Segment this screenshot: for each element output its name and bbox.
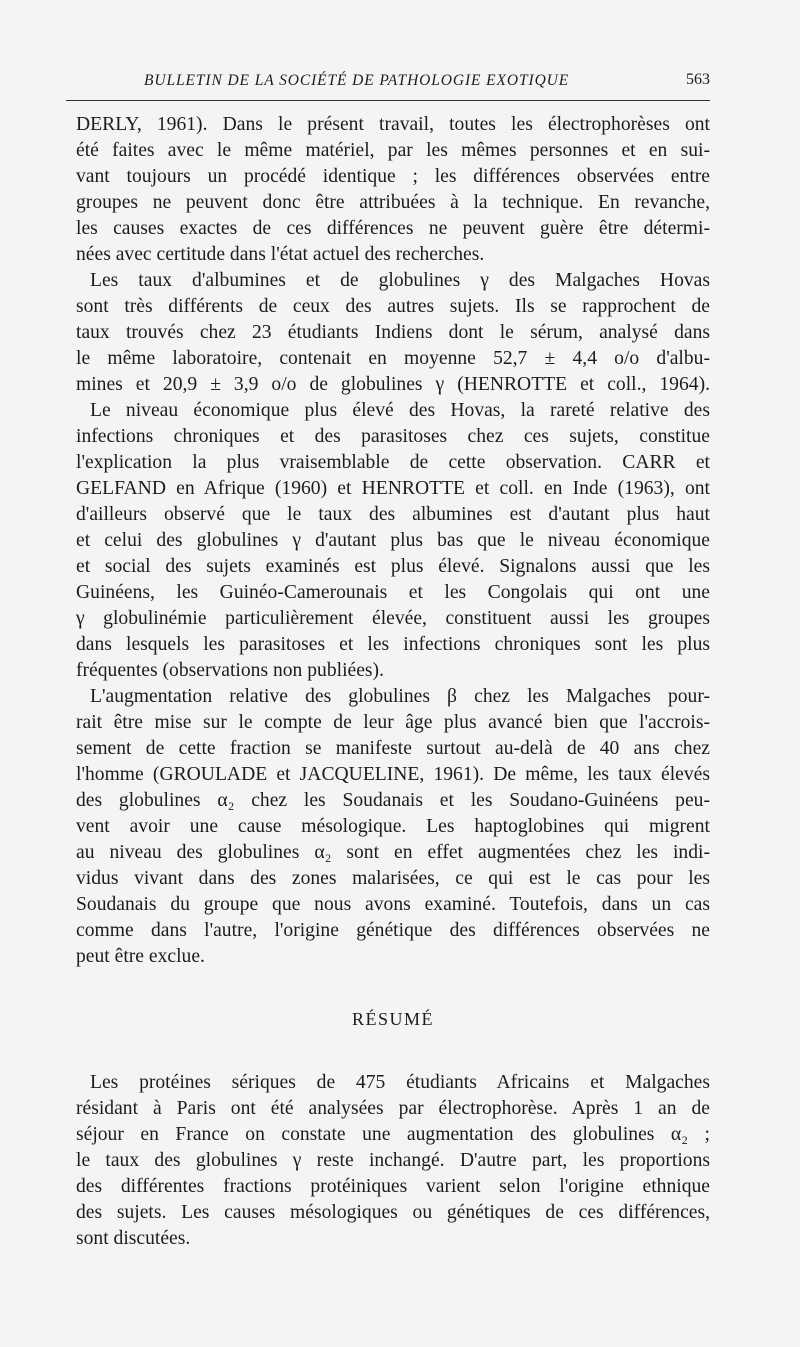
text-line: Le niveau économique plus élevé des Hovas, la rareté relative des: [90, 400, 710, 421]
text-line: des globulines α₂ chez les Soudanais et les Soudano-Guinéens peu-: [76, 790, 710, 811]
text-line: infections chroniques et des parasitoses chez ces sujets, constitue: [76, 426, 710, 447]
text-line: d'ailleurs observé que le taux des albumines est d'autant plus haut: [76, 504, 710, 525]
text-line: résidant à Paris ont été analysées par électrophorèse. Après 1 an de: [76, 1098, 710, 1119]
text-line: peut être exclue.: [76, 946, 205, 967]
text-line: fréquentes (observations non publiées).: [76, 660, 384, 681]
text-line: l'explication la plus vraisemblable de cette observation. CARR et: [76, 452, 710, 473]
text-line: et celui des globulines γ d'autant plus bas que le niveau économique: [76, 530, 710, 551]
text-line: γ globulinémie particulièrement élevée, constituent aussi les groupes: [76, 608, 710, 629]
article-body: [76, 112, 710, 1252]
paragraph: [76, 268, 710, 398]
paragraph: [76, 398, 710, 684]
text-line: été faites avec le même matériel, par les mêmes personnes et en sui-: [76, 140, 710, 161]
text-line: dans lesquels les parasitoses et les infections chroniques sont les plus: [76, 634, 710, 655]
text-line: Soudanais du groupe que nous avons examiné. Toutefois, dans un cas: [76, 894, 710, 915]
paragraph: [76, 684, 710, 970]
text-line: rait être mise sur le compte de leur âge plus avancé bien que l'accrois-: [76, 712, 710, 733]
text-line: Guinéens, les Guinéo-Camerounais et les Congolais qui ont une: [76, 582, 710, 603]
page-number: 563: [686, 71, 710, 88]
resume-heading: RÉSUMÉ: [351, 1009, 434, 1029]
resume-paragraph: [76, 1070, 710, 1252]
text-line: et social des sujets examinés est plus élevé. Signalons aussi que les: [76, 556, 710, 577]
text-line: les causes exactes de ces différences ne peuvent guère être détermi-: [76, 218, 710, 239]
text-line: taux trouvés chez 23 étudiants Indiens dont le sérum, analysé dans: [76, 322, 710, 343]
text-line: Les taux d'albumines et de globulines γ des Malgaches Hovas: [90, 270, 710, 291]
header-rule: [66, 100, 710, 101]
text-line: sont très différents de ceux des autres sujets. Ils se rapprochent de: [76, 296, 710, 317]
running-title: BULLETIN DE LA SOCIÉTÉ DE PATHOLOGIE EXOTIQUE: [144, 72, 570, 89]
text-line: nées avec certitude dans l'état actuel des recherches.: [76, 244, 485, 265]
text-line: séjour en France on constate une augmentation des globulines α₂ ;: [76, 1124, 710, 1145]
text-line: l'homme (GROULADE et JACQUELINE, 1961). De même, les taux élevés: [76, 764, 710, 785]
text-line: Les protéines sériques de 475 étudiants Africains et Malgaches: [90, 1072, 710, 1093]
text-line: L'augmentation relative des globulines β chez les Malgaches pour-: [90, 686, 710, 707]
text-line: GELFAND en Afrique (1960) et HENROTTE et coll. en Inde (1963), ont: [76, 478, 710, 499]
text-line: comme dans l'autre, l'origine génétique des différences observées ne: [76, 920, 710, 941]
text-line: sement de cette fraction se manifeste surtout au-delà de 40 ans chez: [76, 738, 710, 759]
text-line: mines et 20,9 ± 3,9 o/o de globulines γ (HENROTTE et coll., 1964).: [76, 374, 710, 395]
text-line: des sujets. Les causes mésologiques ou génétiques de ces différences,: [76, 1202, 710, 1223]
page-header: [66, 70, 710, 100]
text-line: vidus vivant dans des zones malarisées, ce qui est le cas pour les: [76, 868, 710, 889]
text-line: le taux des globulines γ reste inchangé. D'autre part, les proportions: [76, 1150, 710, 1171]
text-line: le même laboratoire, contenait en moyenne 52,7 ± 4,4 o/o d'albu-: [76, 348, 710, 369]
text-line: des différentes fractions protéiniques varient selon l'origine ethnique: [76, 1176, 710, 1197]
text-line: sont discutées.: [76, 1228, 191, 1249]
paragraph: [76, 112, 710, 268]
text-line: DERLY, 1961). Dans le présent travail, toutes les électrophorèses ont: [76, 114, 710, 135]
text-line: au niveau des globulines α₂ sont en effet augmentées chez les indi-: [76, 842, 710, 863]
text-line: groupes ne peuvent donc être attribuées à la technique. En revanche,: [76, 192, 710, 213]
text-line: vent avoir une cause mésologique. Les haptoglobines qui migrent: [76, 816, 710, 837]
text-line: vant toujours un procédé identique ; les différences observées entre: [76, 166, 710, 187]
